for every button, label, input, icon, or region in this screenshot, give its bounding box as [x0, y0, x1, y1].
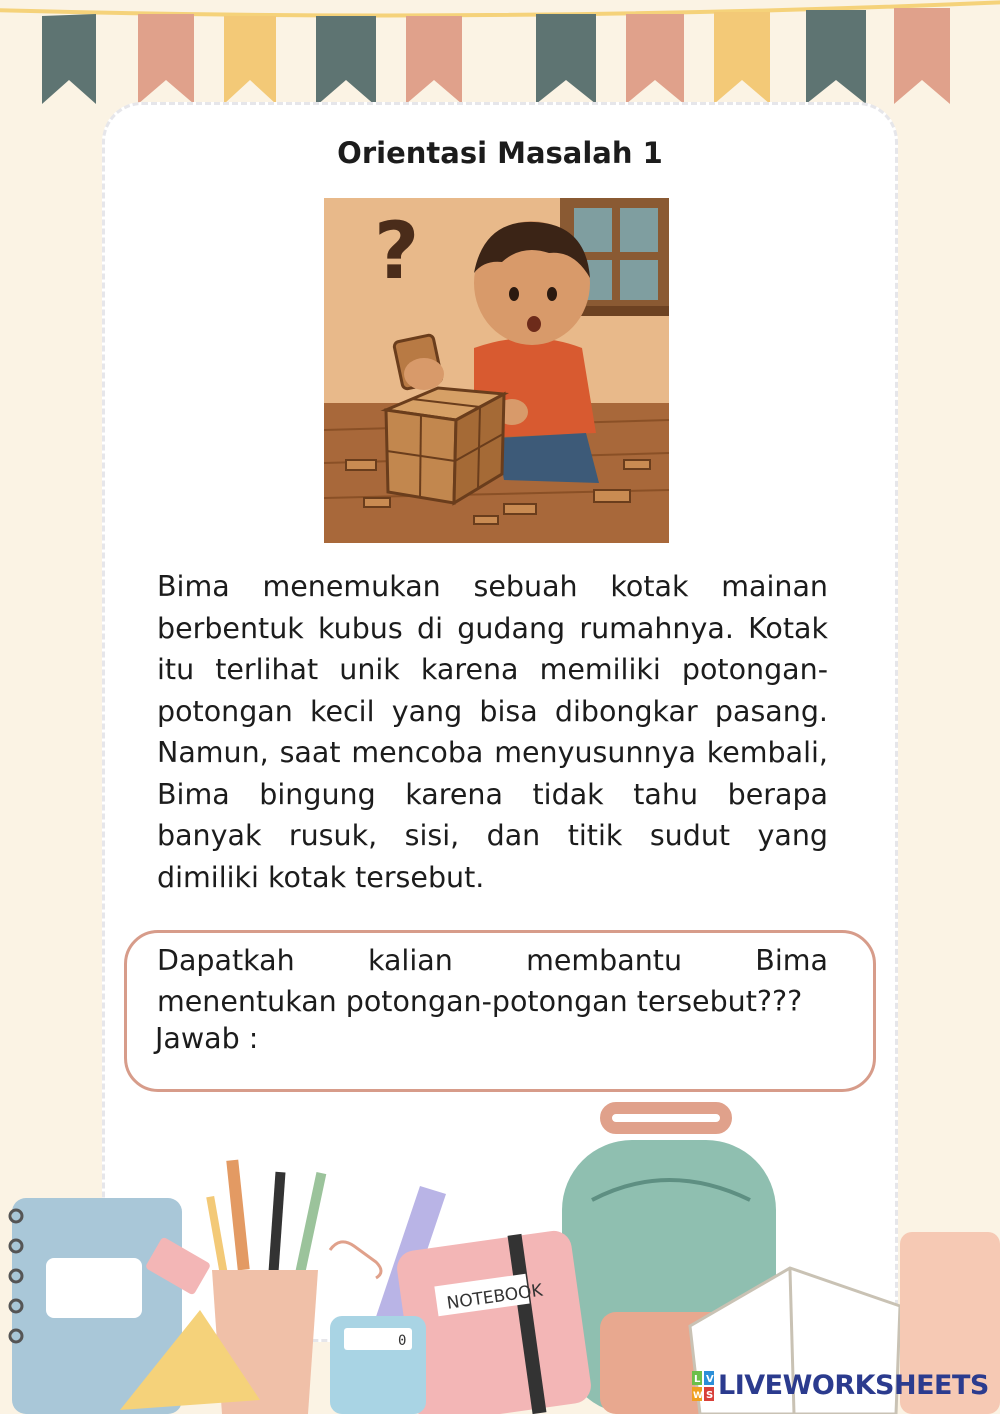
flag-pink	[406, 16, 462, 104]
question-line-1: Dapatkah kalian membantu Bima	[157, 944, 828, 977]
question-mark-icon: ?	[374, 207, 420, 297]
notebook-label: NOTEBOOK	[445, 1280, 544, 1314]
flag-teal	[316, 16, 376, 106]
question-text	[157, 940, 828, 1022]
page-title: Orientasi Masalah 1	[337, 136, 663, 170]
svg-text:W: W	[693, 1390, 703, 1401]
flag-pink	[138, 14, 194, 104]
flag-teal	[806, 10, 866, 104]
calculator-icon	[330, 1316, 426, 1414]
flag-yellow	[714, 12, 770, 104]
svg-text:L: L	[694, 1373, 701, 1385]
liveworksheets-logo-text: LIVEWORKSHEETS	[718, 1370, 989, 1401]
story-paragraph: Bima menemukan sebuah kotak mainan berbentuk kubus di gudang rumahnya. Kotak itu terlihat unik karena memiliki potongan-potongan kecil yang bisa dibongkar pasang. Namun, saat mencoba menyusunnya kembali, Bima bingung karena tidak tahu berapa banyak rusuk, sisi, dan titik sudut yang dimiliki kotak tersebut.	[157, 570, 828, 894]
question-line-2: menentukan potongan-potongan tersebut???	[157, 985, 803, 1018]
flag-pink	[894, 8, 950, 104]
school-supplies-decoration	[0, 1100, 1000, 1414]
answer-label: Jawab :	[155, 1022, 259, 1055]
flag-pink	[626, 14, 684, 104]
flag-teal	[536, 14, 596, 104]
flag-yellow	[224, 16, 276, 104]
flag-teal	[42, 14, 96, 104]
calculator-display: 0	[398, 1333, 407, 1349]
svg-text:V: V	[706, 1373, 714, 1385]
boy-with-cube-illustration	[324, 198, 669, 543]
svg-text:S: S	[706, 1389, 714, 1401]
liveworksheets-logo	[692, 1370, 989, 1401]
liveworksheets-icon	[692, 1371, 714, 1401]
paperclip-icon	[330, 1242, 381, 1278]
